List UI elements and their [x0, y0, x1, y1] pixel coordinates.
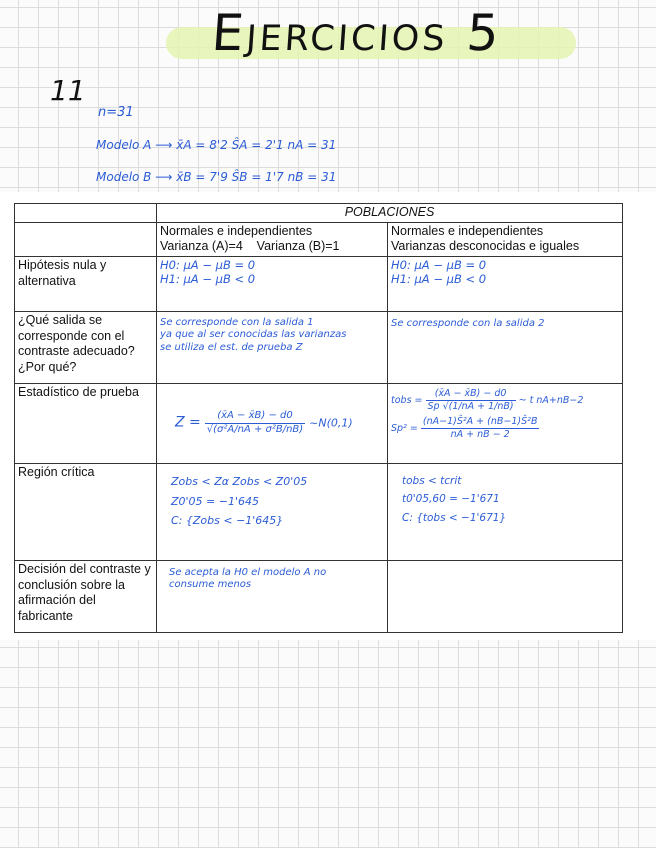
- header-col1-line2: Varianza (A)=4 Varianza (B)=1: [160, 239, 340, 254]
- z-distribution: ~N(0,1): [309, 416, 353, 430]
- critical-region-col1: [157, 463, 388, 560]
- table-row: [15, 463, 623, 560]
- header-col2-line1: Normales e independientes: [391, 223, 544, 238]
- t-numerator: (x̄A − x̄B) − d0: [426, 388, 516, 401]
- row-label-test-statistic: Estadístico de prueba: [15, 383, 157, 463]
- t-denominator: Sp √(1/nA + 1/nB): [427, 400, 514, 412]
- critical-col1-line3: C: {Zobs < −1'645}: [171, 514, 284, 528]
- critical-col2-line2: t0'05,60 = −1'671: [402, 493, 500, 506]
- given-model-b: Modelo B ⟶ x̄B = 7'9 ŜB = 1'7 nB = 31: [96, 170, 337, 184]
- critical-col1-line1: Zobs < Zα Zobs < Z0'05: [171, 474, 308, 488]
- table-header-row: [15, 204, 623, 223]
- z-fraction: [205, 410, 305, 436]
- t-distribution: ~ t nA+nB−2: [518, 394, 584, 406]
- h0-col1: H0: μA − μB = 0: [160, 257, 256, 272]
- h1-col1: H1: μA − μB < 0: [160, 272, 256, 287]
- table-row: [15, 383, 623, 463]
- h1-col2: H1: μA − μB < 0: [391, 272, 487, 287]
- t-lhs: tobs =: [391, 394, 423, 406]
- table-subheader-row: [15, 222, 623, 256]
- critical-col2-line1: tobs < tcrit: [402, 474, 462, 487]
- row-label-decision: Decisión del contraste y conclusión sobre la afirmación del fabricante: [15, 560, 157, 632]
- hypotheses-col2: [388, 256, 623, 311]
- header-poblaciones: POBLACIONES: [157, 204, 623, 223]
- sp-denominator: nA + nB − 2: [450, 428, 510, 440]
- table-row: [15, 256, 623, 311]
- header-col-known-variances: [157, 222, 388, 256]
- header-col2-line2: Varianzas desconocidas e iguales: [391, 239, 580, 254]
- decision-col1-line2: consume menos: [169, 579, 252, 591]
- critical-col1-line2: Z0'05 = −1'645: [171, 494, 259, 508]
- which-output-col2-line1: Se corresponde con la salida 2: [391, 317, 545, 329]
- problem-number: 11: [50, 74, 86, 107]
- z-lhs: Z =: [175, 414, 201, 431]
- decision-col1-line1: Se acepta la H0 el modelo A no: [169, 566, 327, 578]
- decision-col1: [157, 560, 388, 632]
- contrast-table: [14, 203, 623, 633]
- which-output-col1-line2: ya que al ser conocidas las varianzas: [160, 329, 347, 341]
- z-numerator: (x̄A − x̄B) − d0: [205, 410, 305, 424]
- header-col-unknown-variances: [388, 222, 623, 256]
- row-label-critical-region: Región crítica: [15, 463, 157, 560]
- test-statistic-col2: [388, 383, 623, 463]
- test-statistic-col1: [157, 383, 388, 463]
- z-denominator: √(σ²A/nA + σ²B/nB): [206, 423, 304, 435]
- critical-region-col2: [388, 463, 623, 560]
- hypotheses-col1: [157, 256, 388, 311]
- header-empty-cell: [15, 204, 157, 223]
- decision-col2-empty: [388, 560, 623, 632]
- subheader-empty-cell: [15, 222, 157, 256]
- row-label-which-output: ¿Qué salida se corresponde con el contraste adecuado? ¿Por qué?: [15, 311, 157, 383]
- sp-lhs: Sp² =: [391, 422, 418, 434]
- which-output-col2: [388, 311, 623, 383]
- sp-fraction: [421, 416, 540, 441]
- row-label-hypotheses: Hipótesis nula y alternativa: [15, 256, 157, 311]
- critical-col2-line3: C: {tobs < −1'671}: [402, 511, 507, 524]
- header-col1-line1: Normales e independientes: [160, 223, 313, 238]
- h0-col2: H0: μA − μB = 0: [391, 257, 487, 272]
- given-sample-size: n=31: [98, 105, 134, 120]
- which-output-col1-line1: Se corresponde con la salida 1: [160, 316, 314, 328]
- which-output-col1: [157, 311, 388, 383]
- table-row: [15, 560, 623, 632]
- given-model-a: Modelo A ⟶ x̄A = 8'2 ŜA = 2'1 nA = 31: [96, 138, 337, 152]
- page-title: Ejercicios 5: [209, 4, 504, 62]
- t-fraction: [426, 388, 516, 413]
- table-row: [15, 311, 623, 383]
- sp-numerator: (nA−1)Ŝ²A + (nB−1)Ŝ²B: [422, 415, 538, 427]
- which-output-col1-line3: se utiliza el est. de prueba Z: [160, 341, 303, 353]
